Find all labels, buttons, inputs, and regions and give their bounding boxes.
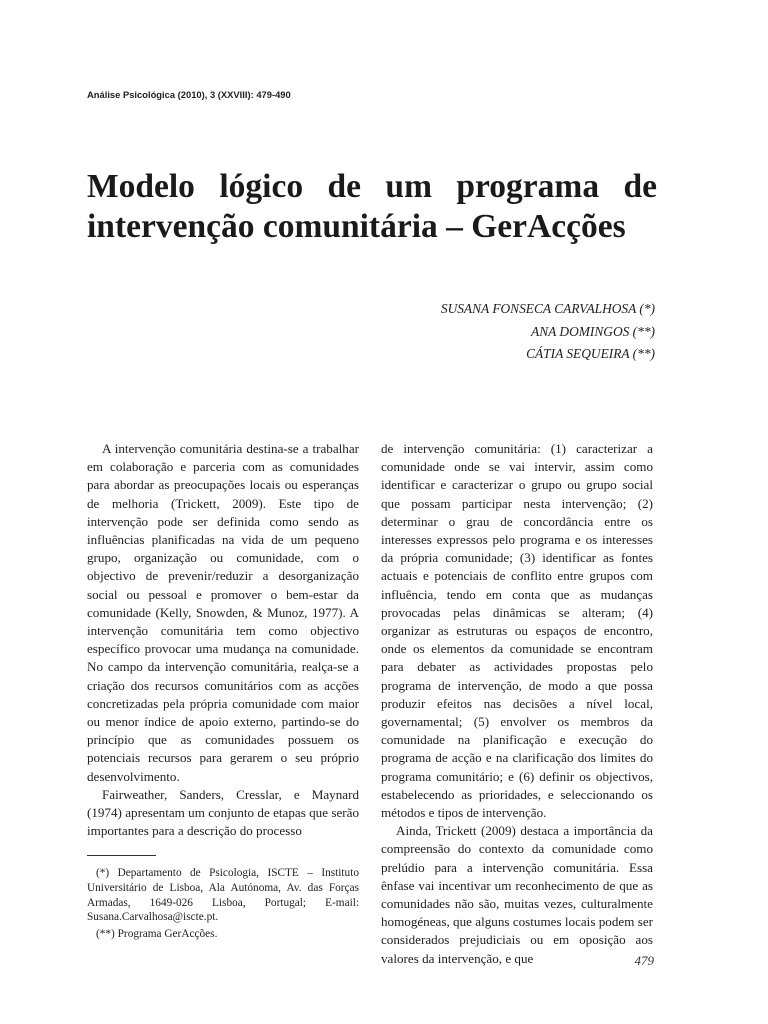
footnote-divider [87, 855, 156, 856]
body-paragraph: A intervenção comunitária destina-se a trabalhar em colaboração e parceria com as comunidades para abordar as preocupações locais ou esperanças de melhoria (Trickett, 2009). Este tipo de intervenção pode ser definida como sendo as influências planificadas na vida de um pequeno grupo, organização ou comunidade, com o objectivo de prevenir/reduzir a desorganização social ou pessoal e promover o bem-estar da comunidade (Kelly, Snowden, & Munoz, 1977). A intervenção comunitária tem como objectivo específico provocar uma mudança na comunidade. No campo da intervenção comunitária, realça-se a criação dos recursos comunitários com as acções concretizadas pela própria comunidade com maior ou menor índice de apoio externo, partindo-se do princípio que as comunidades possuem os potenciais recursos para gerarem o seu próprio desenvolvimento. [87, 441, 359, 784]
body-column-right [381, 440, 653, 968]
body-column-left [87, 440, 359, 840]
article-title [87, 167, 657, 247]
footnotes [87, 866, 359, 944]
author-list [441, 298, 655, 366]
footnote: (*) Departamento de Psicologia, ISCTE – Instituto Universitário de Lisboa, Ala Autónoma, Av. das Forças Armadas, 1649-026 Lisboa, Portugal; E-mail: Susana.Carvalhosa@iscte.pt. [87, 867, 359, 924]
page-number: 479 [634, 953, 654, 968]
footnote: (**) Programa GerAcções. [96, 928, 218, 941]
body-paragraph: de intervenção comunitária: (1) caracterizar a comunidade onde se vai intervir, assim como identificar e caracterizar o grupo ou grupo social que possam participar nesta intervenção; (2) determinar o grau de concordância entre os interesses expressos pelo programa e os interesses da própria comunidade; (3) identificar as fontes actuais e potenciais de conflito entre grupos com influência, tendo em conta que as mudanças provocadas pelas dinâmicas se alteram; (4) organizar as estruturas ou espaços de encontro, onde os elementos da comunidade se encontram para debater as actividades propostas pelo programa de intervenção, de modo a que possa produzir efeitos nas decisões a nível local, governamental; (5) envolver os membros da comunidade na planificação e execução do programa de acção e na clarificação dos limites do programa comunitário; e (6) definir os objectivos, estabelecendo as prioridades, e seleccionando os métodos e tipos de intervenção. [381, 441, 653, 821]
author-name: SUSANA FONSECA CARVALHOSA (*) [440, 301, 655, 316]
author-name: CÁTIA SEQUEIRA (**) [526, 346, 655, 361]
body-paragraph: Ainda, Trickett (2009) destaca a importância da compreensão do contexto da comunidade como prelúdio para a intervenção comunitária. Essa ênfase vai incentivar um reconhecimento de que as comunidades não são, muitas vezes, culturalmente homogéneas, que alguns costumes locais podem ser considerados prejudiciais ou em oposição aos valores da intervenção, e que [381, 823, 653, 966]
body-paragraph: Fairweather, Sanders, Cresslar, e Maynard (1974) apresentam um conjunto de etapas que serão importantes para a descrição do processo [87, 786, 359, 839]
author-name: ANA DOMINGOS (**) [531, 323, 655, 339]
article-title-line-2: intervenção comunitária – GerAcções [87, 208, 626, 245]
article-title-line-1: Modelo lógico de um programa de [87, 168, 657, 205]
journal-reference: Análise Psicológica (2010), 3 (XXVIII): 479-490 [87, 89, 291, 100]
